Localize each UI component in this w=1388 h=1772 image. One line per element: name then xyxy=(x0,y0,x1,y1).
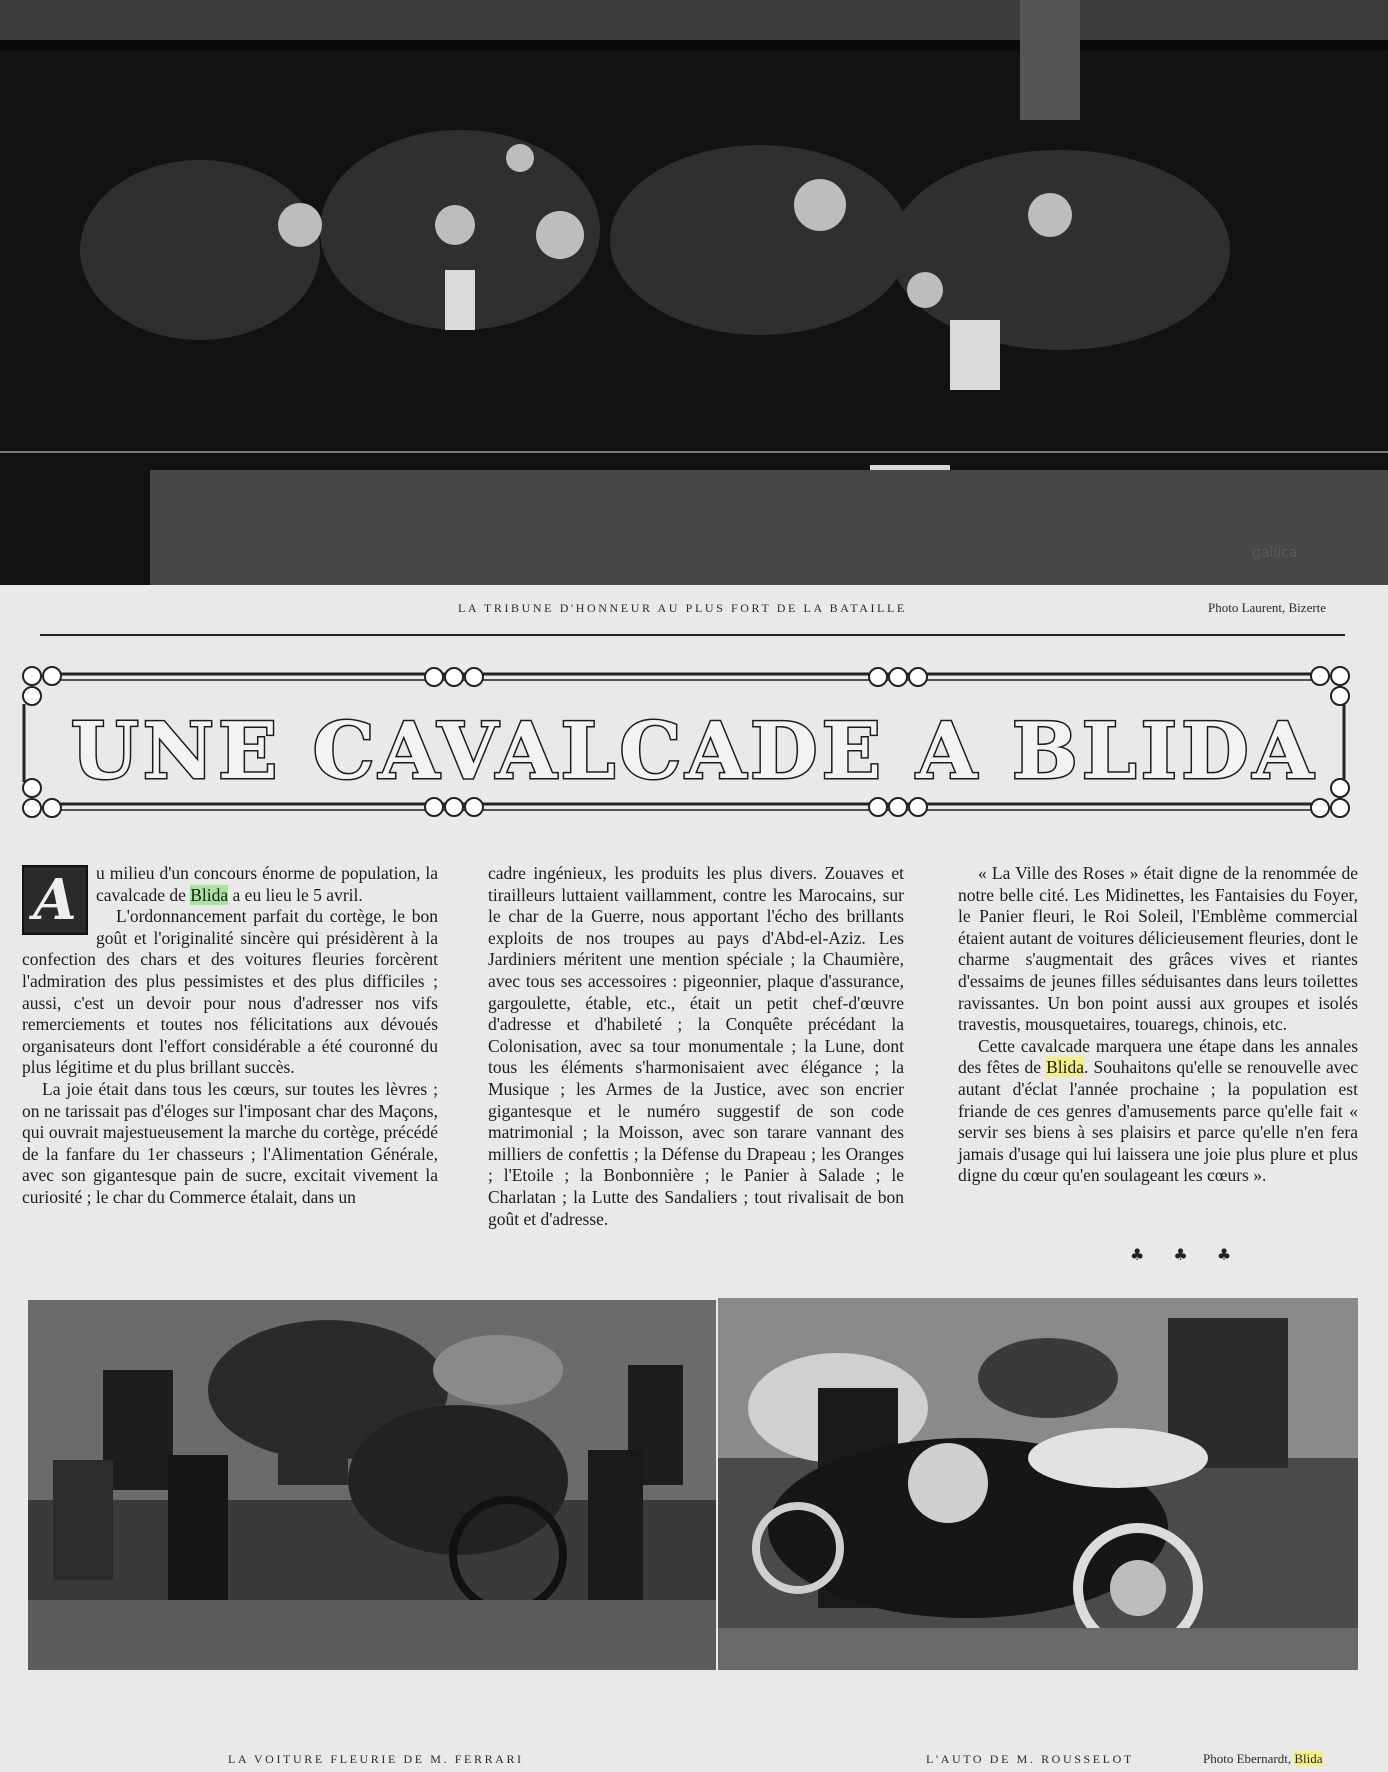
divider-rule xyxy=(40,634,1345,636)
bottom-photo-credit xyxy=(1203,1751,1323,1767)
paragraph: La joie était dans tous les cœurs, sur toutes les lèvres ; on ne tarissait pas d'éloges sur l'imposant char des Maçons, qui ouvrait majestueusement la marche du cortège, précédé de la fanfare du 1er chasseurs ; l'Alimentation Générale, avec son gigantesque pain de sucre, excitait vivement la curiosité ; le char du Commerce étalait, dans un xyxy=(22,1078,438,1207)
ornament-clubs: ♣ ♣ ♣ xyxy=(1130,1245,1244,1264)
credit-text: Photo Ebernardt, xyxy=(1203,1751,1295,1766)
highlight-blida: Blida xyxy=(190,884,229,905)
article-column-1 xyxy=(22,863,438,1258)
article-column-2 xyxy=(488,863,904,1258)
top-photo-caption: LA TRIBUNE D'HONNEUR AU PLUS FORT DE LA BATAILLE xyxy=(458,601,907,615)
gallica-watermark: gallica xyxy=(1252,545,1298,561)
left-photo-caption: LA VOITURE FLEURIE DE M. FERRARI xyxy=(228,1752,524,1766)
article-title: UNE CAVALCADE A BLIDA xyxy=(70,706,1318,797)
highlight-blida: Blida xyxy=(1046,1057,1085,1078)
top-photo xyxy=(0,0,1388,585)
photo-ferrari-car xyxy=(28,1300,716,1670)
photo-rousselot-scene xyxy=(718,1298,1358,1670)
paragraph: L'ordonnancement parfait du cortège, le bon goût et l'originalité sincère qui présidèrent à la confection des chars et des voitures fleuries forcèrent l'admiration des plus pessimistes et des plus difficiles ; aussi, c'est un devoir pour nous d'adresser nos vifs remerciements et toutes nos félicitations aux dévoués organisateurs dont l'effort considérable a été couronné du plus légitime et du plus brillant succès. xyxy=(22,906,438,1078)
top-photo-scene xyxy=(0,0,1388,585)
paragraph: cadre ingénieux, les produits les plus divers. Zouaves et tirailleurs luttaient vaillamment, contre les Marocains, sur le char de la Guerre, nous apportant l'écho des brillants exploits de nos troupes au pays d'Abd-el-Aziz. Les Jardiniers méritent une mention spéciale ; la Chaumière, avec tous ses accessoires : pigeonnier, plaque d'assurance, gargoulette, étable, etc., était un petit chef-d'œuvre d'adresse et d'habileté ; la Conquête précédant la Colonisation, avec sa tour monumentale ; la Lune, dont tous les éléments s'harmonisaient avec élégance ; la Musique ; les Armes de la Justice, avec son encrier gigantesque et le numéro suggestif de son code matrimonial ; la Moisson, avec son tarare vannant des milliers de confettis ; la Défense du Drapeau ; les Oranges ; l'Etoile ; la Bonbonnière ; le Panier à Salade ; le Charlatan ; la Lutte des Sandaliers ; tout rivalisait de bon goût et d'adresse. xyxy=(488,863,904,1229)
paragraph: « La Ville des Roses » était digne de la renommée de notre belle cité. Les Midinettes, les Fantaisies du Foyer, le Panier fleuri, le Roi Soleil, l'Emblème commercial étaient autant de voitures délicieusement fleuries, dont le charme s'augmentait des grâces vives et riantes d'essaims de jeunes filles séduisantes dans leurs toilettes ravissantes. Un bon point aussi aux groupes et isolés travestis, mousquetaires, touaregs, chinois, etc. xyxy=(958,863,1358,1035)
right-photo-caption: L'AUTO DE M. ROUSSELOT xyxy=(926,1752,1134,1766)
highlight-blida: Blida xyxy=(1294,1751,1323,1766)
paragraph-text: a eu lieu le 5 avril. xyxy=(228,884,363,905)
article-column-3 xyxy=(958,863,1358,1258)
paragraph xyxy=(22,863,438,933)
paragraph xyxy=(958,1036,1358,1187)
paragraph-text: . Souhaitons qu'elle se renouvelle avec autant d'éclat l'année prochaine ; la population est friande de ces genres d'amusements parce qu'elle fait « servir ses biens à ses plaisirs et parce qu'elle n'en fera jamais d'usage qui lui laissera une joie plus plure et plus digne du cœur qu'en soulageant les cœurs ». xyxy=(958,1057,1358,1186)
paragraph-text: u milieu d'un concours énorme de population, la cavalcade de xyxy=(96,863,438,905)
paragraph-text: Cette cavalcade marquera une étape dans les annales des fêtes de xyxy=(958,1035,1358,1078)
top-photo-credit: Photo Laurent, Bizerte xyxy=(1208,600,1327,615)
drop-cap: A xyxy=(22,865,88,935)
photo-rousselot-auto xyxy=(718,1298,1358,1670)
photo-ferrari-scene xyxy=(28,1300,716,1670)
